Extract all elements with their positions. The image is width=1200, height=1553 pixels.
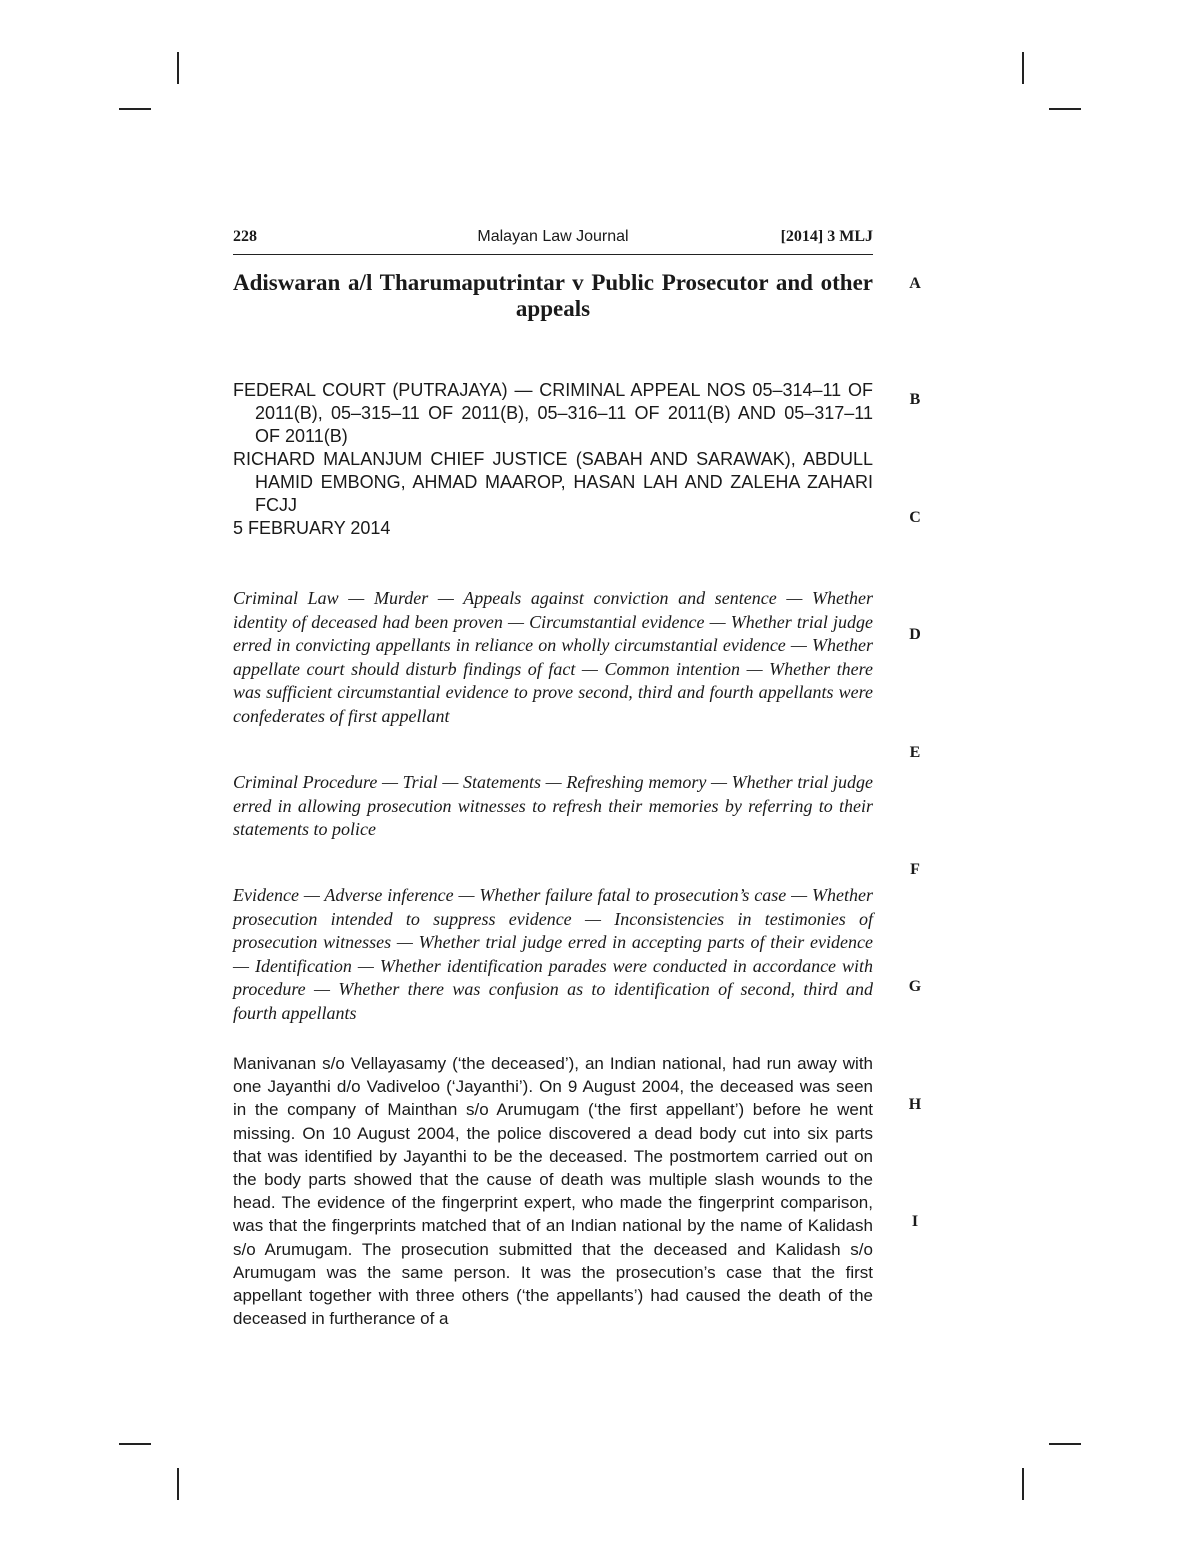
margin-letter-b: B — [909, 391, 921, 408]
coram-judges: RICHARD MALANJUM CHIEF JUSTICE (SABAH AND SARAWAK), ABDULL HAMID EMBONG, AHMAD MAAROP, HASAN LAH AND ZALEHA ZAHARI FCJJ — [233, 449, 873, 515]
crop-mark-bottom-left-vertical — [177, 1468, 179, 1500]
case-title: Adiswaran a/l Tharumaputrintar v Public Prosecutor and other appeals — [233, 270, 873, 321]
catchwords-evidence — [233, 884, 873, 1025]
catchwords-text: Criminal Law — Murder — Appeals against conviction and sentence — Whether identity of deceased had been proven — Circumstantial evidence — Whether trial judge erred in convicting appellants in reliance on wholly circumstantial evidence — Whether appellate court should disturb findings of fact — Common intention — Whether there was sufficient circumstantial evidence to prove second, third and fourth appellants were confederates of first appellant — [233, 588, 873, 726]
margin-letter-f: F — [910, 861, 920, 878]
crop-mark-bottom-left-horizontal — [119, 1443, 151, 1445]
headnote-summary — [233, 1052, 873, 1330]
crop-mark-top-left-horizontal — [119, 108, 151, 110]
margin-letter-g: G — [908, 978, 922, 995]
crop-mark-top-right-vertical — [1022, 52, 1024, 84]
court-appeal-numbers: FEDERAL COURT (PUTRAJAYA) — CRIMINAL APPEAL NOS 05–314–11 OF 2011(B), 05–315–11 OF 2011(B), 05–316–11 OF 2011(B) AND 05–317–11 OF 2011(B) — [233, 380, 873, 446]
catchwords-criminal-procedure — [233, 771, 873, 842]
margin-letter-a: A — [909, 275, 921, 292]
citation: [2014] 3 MLJ — [780, 228, 873, 245]
margin-letter-i: I — [911, 1213, 919, 1230]
court-details — [233, 379, 873, 540]
page-number: 228 — [233, 228, 257, 245]
margin-letter-d: D — [909, 626, 921, 643]
running-header — [233, 226, 873, 255]
judgment-date: 5 FEBRUARY 2014 — [233, 518, 391, 538]
crop-mark-top-right-horizontal — [1049, 108, 1081, 110]
margin-letter-c: C — [909, 509, 921, 526]
margin-letter-h: H — [908, 1096, 922, 1113]
catchwords-criminal-law — [233, 587, 873, 728]
catchwords-text: Evidence — Adverse inference — Whether failure fatal to prosecution’s case — Whether prosecution intended to suppress evidence — Inconsistencies in testimonies of prosecution witnesses — Whether trial judge erred in accepting parts of their evidence — Identification — Whether identification parades were conducted in accordance with procedure — Whether there was confusion as to identification of second, third and fourth appellants — [233, 885, 873, 1023]
catchwords-text: Criminal Procedure — Trial — Statements — Refreshing memory — Whether trial judge erred in allowing prosecution witnesses to refresh their memories by referring to their statements to police — [233, 772, 873, 839]
crop-mark-bottom-right-vertical — [1022, 1468, 1024, 1500]
summary-text: Manivanan s/o Vellayasamy (‘the deceased’), an Indian national, had run away with one Jayanthi d/o Vadiveloo (‘Jayanthi’). On 9 August 2004, the deceased was seen in the company of Mainthan s/o Arumugam (‘the first appellant’) before he went missing. On 10 August 2004, the police discovered a dead body cut into six parts that was identified by Jayanthi to be the deceased. The postmortem carried out on the body parts showed that the cause of death was multiple slash wounds to the head. The evidence of the fingerprint expert, who made the fingerprint comparison, was that the fingerprints matched that of an Indian national by the name of Kalidash s/o Arumugam. The prosecution submitted that the deceased and Kalidash s/o Arumugam was the same person. It was the prosecution’s case that the first appellant together with three others (‘the appellants’) had caused the death of the deceased in furtherance of a — [233, 1054, 873, 1329]
journal-name: Malayan Law Journal — [477, 228, 629, 245]
margin-letter-e: E — [909, 744, 921, 761]
crop-mark-bottom-right-horizontal — [1049, 1443, 1081, 1445]
crop-mark-top-left-vertical — [177, 52, 179, 84]
